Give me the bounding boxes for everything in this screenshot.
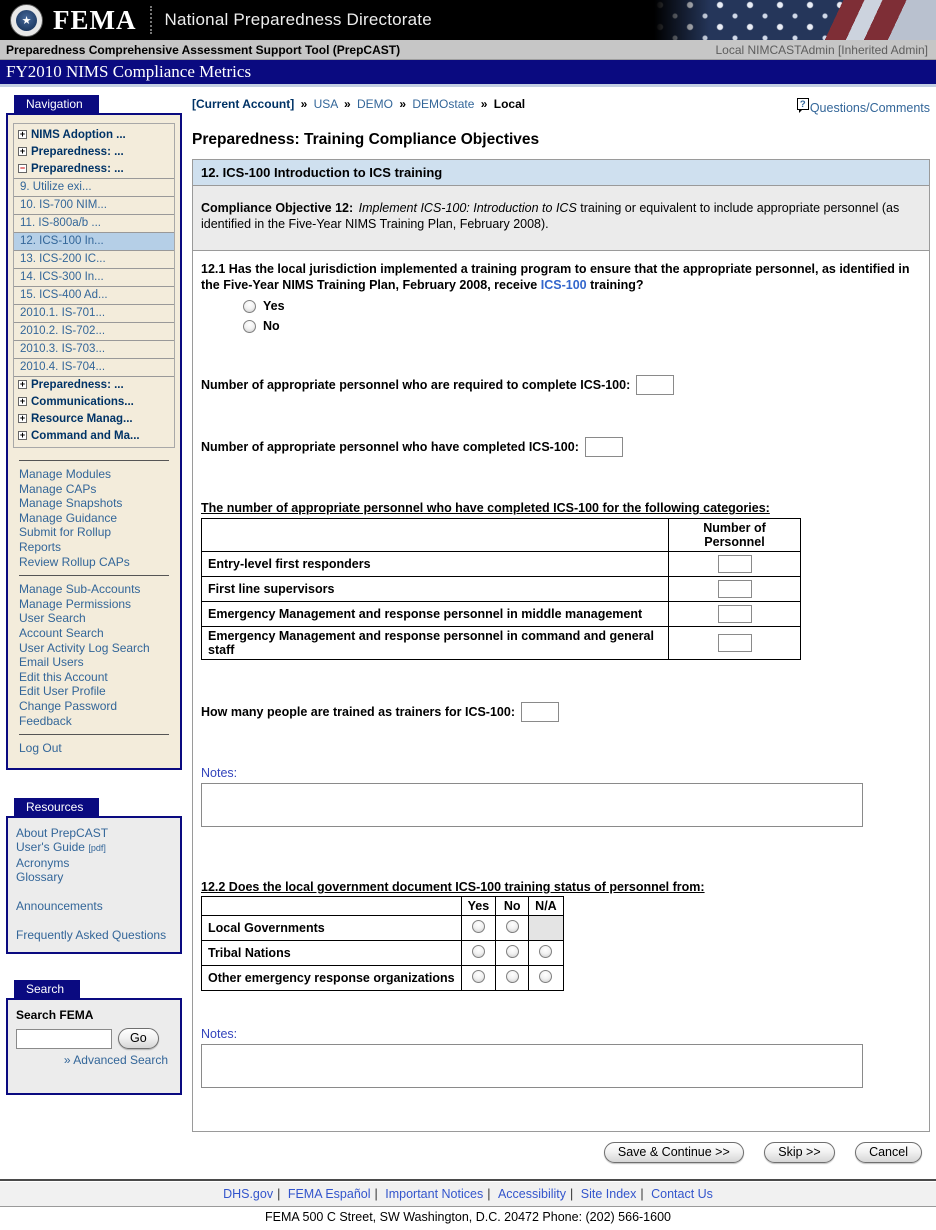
sidebar-link[interactable]: Review Rollup CAPs	[19, 554, 130, 569]
breadcrumb-link[interactable]: DEMO	[356, 97, 393, 111]
sidebar-link[interactable]: Change Password	[19, 698, 118, 713]
tree-item-expanded[interactable]: −Preparedness: ...	[14, 161, 174, 179]
tree-item[interactable]: +Command and Ma...	[14, 428, 174, 445]
expand-plus-icon[interactable]	[18, 414, 27, 423]
trainers-label: How many people are trained as trainers for ICS-100:	[201, 705, 515, 719]
search-go-button[interactable]: Go	[118, 1028, 159, 1049]
row-label: Other emergency response organizations	[202, 966, 462, 991]
sidebar-link[interactable]: Manage Guidance	[19, 510, 118, 525]
tree-item[interactable]: 2010.4. IS-704...	[14, 359, 174, 377]
command-staff-count-input[interactable]	[718, 634, 752, 652]
tree-item[interactable]: 15. ICS-400 Ad...	[14, 287, 174, 305]
footer-link[interactable]: FEMA Español	[287, 1187, 371, 1201]
na-column-header: N/A	[529, 897, 564, 916]
resource-link[interactable]: Glossary	[16, 870, 64, 885]
footer-link[interactable]: DHS.gov	[223, 1187, 274, 1201]
notes-label: Notes:	[201, 1027, 238, 1041]
required-personnel-label: Number of appropriate personnel who are required to complete ICS-100:	[201, 378, 631, 392]
category-label: Emergency Management and response personnel in command and general staff	[202, 627, 669, 660]
fema-logo: FEMA	[53, 4, 137, 35]
tree-item[interactable]: 2010.1. IS-701...	[14, 305, 174, 323]
category-label: Emergency Management and response personnel in middle management	[202, 602, 669, 627]
footer-link[interactable]: Site Index	[580, 1187, 637, 1201]
sidebar-link[interactable]: User Search	[19, 611, 86, 626]
table-row	[202, 916, 564, 941]
search-label: Search FEMA	[16, 1008, 94, 1023]
sidebar-link[interactable]: User Activity Log Search	[19, 640, 150, 655]
yes-column-header: Yes	[461, 897, 496, 916]
expand-plus-icon[interactable]	[18, 130, 27, 139]
category-label: Entry-level first responders	[202, 552, 669, 577]
completed-personnel-label: Number of appropriate personnel who have completed ICS-100:	[201, 440, 579, 454]
no-column-header: No	[496, 897, 529, 916]
page-banner: FY2010 NIMS Compliance Metrics	[0, 60, 936, 87]
local-gov-no-radio[interactable]	[506, 920, 519, 933]
tree-item[interactable]: +Preparedness: ...	[14, 377, 174, 394]
directorate-title: National Preparedness Directorate	[164, 10, 432, 29]
empty-header-cell	[202, 519, 669, 552]
question-bubble-icon	[797, 98, 809, 110]
search-input[interactable]	[16, 1029, 112, 1049]
page-title: Preparedness: Training Compliance Objectives	[192, 131, 540, 148]
entry-level-count-input[interactable]	[718, 555, 752, 573]
middle-mgmt-count-input[interactable]	[718, 605, 752, 623]
question-12-2-heading: 12.2 Does the local government document ICS-100 training status of personnel from:	[201, 880, 705, 894]
number-of-personnel-header: Number of Personnel	[669, 519, 801, 552]
sidebar-link[interactable]: Manage Snapshots	[19, 496, 123, 511]
sidebar-link[interactable]: Account Search	[19, 625, 104, 640]
sidebar-link[interactable]: Manage Permissions	[19, 596, 132, 611]
other-org-yes-radio[interactable]	[472, 970, 485, 983]
breadcrumb-separator: »	[343, 97, 351, 111]
collapse-minus-icon[interactable]	[18, 164, 27, 173]
trainers-count-input[interactable]	[521, 702, 559, 722]
table-row	[202, 552, 801, 577]
expand-plus-icon[interactable]	[18, 147, 27, 156]
breadcrumb-link[interactable]: DEMOstate	[412, 97, 475, 111]
expand-plus-icon[interactable]	[18, 380, 27, 389]
flag-stripes	[654, 0, 936, 40]
footer-separator: |	[640, 1187, 644, 1201]
table-row	[202, 577, 801, 602]
us-flag-image	[654, 0, 936, 40]
personnel-categories-table	[201, 518, 801, 660]
sidebar	[0, 95, 182, 1095]
footer-address: FEMA 500 C Street, SW Washington, D.C. 20472 Phone: (202) 566-1600	[264, 1210, 671, 1224]
sidebar-link[interactable]: Manage Sub-Accounts	[19, 582, 141, 597]
objective-form	[192, 159, 930, 1132]
na-disabled-cell	[529, 916, 564, 941]
tree-item[interactable]: +Communications...	[14, 394, 174, 411]
breadcrumb-separator: »	[480, 97, 488, 111]
table-row	[202, 602, 801, 627]
tribal-na-radio[interactable]	[539, 945, 552, 958]
sidebar-link[interactable]: Manage Modules	[19, 467, 112, 481]
footer-link[interactable]: Contact Us	[651, 1187, 713, 1201]
yes-label: Yes	[263, 299, 285, 313]
tree-item-current[interactable]: 12. ICS-100 In...	[14, 233, 174, 251]
tree-item[interactable]: 11. IS-800a/b ...	[14, 215, 174, 233]
categories-heading: The number of appropriate personnel who have completed ICS-100 for the following categories:	[201, 501, 770, 515]
yes-radio[interactable]	[243, 300, 256, 313]
no-radio[interactable]	[243, 320, 256, 333]
row-label: Local Governments	[202, 916, 462, 941]
footer-separator: |	[374, 1187, 378, 1201]
tree-item[interactable]: +Preparedness: ...	[14, 144, 174, 161]
notes-textarea-12-2[interactable]	[201, 1044, 863, 1088]
breadcrumb-separator: »	[399, 97, 407, 111]
sidebar-link[interactable]: Edit User Profile	[19, 684, 106, 699]
dhs-seal-logo	[10, 4, 43, 37]
footer-separator: |	[487, 1187, 491, 1201]
resources-tab: Resources	[14, 798, 99, 817]
navigation-tab: Navigation	[14, 95, 99, 114]
other-org-no-radio[interactable]	[506, 970, 519, 983]
footer	[0, 1179, 936, 1230]
breadcrumb-separator: »	[300, 97, 308, 111]
sidebar-links-group-1	[13, 448, 175, 758]
tree-item[interactable]: +NIMS Adoption ...	[14, 127, 174, 144]
divider	[19, 460, 169, 461]
objective-text: training or equivalent to include appropriate personnel (as identified in the Five-Year NIMS Training Plan, February 2008).	[201, 201, 900, 231]
table-row	[202, 627, 801, 660]
resource-link[interactable]: Acronyms	[16, 855, 70, 870]
training-status-table	[201, 896, 564, 991]
app-title: Preparedness Comprehensive Assessment Support Tool (PrepCAST)	[6, 42, 401, 57]
table-header-row	[202, 519, 801, 552]
footer-links	[0, 1181, 936, 1207]
table-row	[202, 941, 564, 966]
tribal-no-radio[interactable]	[506, 945, 519, 958]
compliance-objective	[193, 186, 929, 251]
sidebar-link[interactable]: Email Users	[19, 655, 84, 670]
row-label: Tribal Nations	[202, 941, 462, 966]
resources-panel	[6, 816, 182, 955]
resource-link[interactable]: Frequently Asked Questions	[16, 927, 167, 942]
session-info: Local NIMCASTAdmin [Inherited Admin]	[715, 42, 928, 57]
objective-italic: Implement ICS-100: Introduction to ICS	[358, 201, 577, 215]
table-row	[202, 966, 564, 991]
expand-plus-icon[interactable]	[18, 397, 27, 406]
footer-separator: |	[277, 1187, 281, 1201]
sidebar-link[interactable]: Feedback	[19, 713, 72, 728]
notes-label: Notes:	[201, 766, 238, 780]
nav-tree	[13, 123, 175, 448]
questions-comments-link[interactable]: ? Questions/Comments	[797, 101, 930, 115]
search-block	[6, 980, 182, 1095]
section-header: 12. ICS-100 Introduction to ICS training	[193, 160, 929, 186]
sidebar-link-log-out[interactable]: Log Out	[19, 741, 62, 756]
question-area	[193, 251, 929, 1131]
ics-100-link[interactable]: ICS-100	[540, 278, 587, 292]
app-bar	[0, 40, 936, 60]
local-gov-yes-radio[interactable]	[472, 920, 485, 933]
resource-link[interactable]: About PrepCAST	[16, 825, 109, 840]
required-personnel-input[interactable]	[636, 375, 674, 395]
banner-divider	[150, 6, 152, 34]
question-12-1: 12.1 Has the local jurisdiction implemented a training program to ensure that the appropriate personnel, as identified in the Five-Year NIMS Training Plan, February 2008, receive ICS-100 training?	[201, 262, 910, 292]
footer-link[interactable]: Accessibility	[497, 1187, 567, 1201]
search-panel	[6, 998, 182, 1095]
sidebar-link[interactable]: Submit for Rollup	[19, 525, 112, 540]
footer-separator: |	[570, 1187, 574, 1201]
navigation-panel	[6, 113, 182, 770]
divider	[19, 575, 169, 576]
tree-item[interactable]: 2010.2. IS-702...	[14, 323, 174, 341]
expand-plus-icon[interactable]	[18, 431, 27, 440]
sidebar-link[interactable]: Manage CAPs	[19, 481, 97, 496]
category-label: First line supervisors	[202, 577, 669, 602]
save-continue-button[interactable]: Save & Continue >>	[604, 1142, 744, 1163]
skip-button[interactable]: Skip >>	[764, 1142, 834, 1163]
top-banner	[0, 0, 936, 40]
no-label: No	[263, 319, 280, 333]
tree-item[interactable]: 13. ICS-200 IC...	[14, 251, 174, 269]
breadcrumb-current: Local	[493, 97, 526, 111]
pdf-tag: [pdf]	[88, 843, 106, 854]
breadcrumb-current-account-link[interactable]: [Current Account]	[192, 97, 295, 111]
tribal-yes-radio[interactable]	[472, 945, 485, 958]
other-org-na-radio[interactable]	[539, 970, 552, 983]
main-content	[182, 95, 936, 1177]
search-tab: Search	[14, 980, 80, 999]
table-header-row	[202, 897, 564, 916]
empty-header-cell	[202, 897, 462, 916]
advanced-search-link[interactable]: » Advanced Search	[63, 1053, 168, 1068]
form-actions	[192, 1142, 922, 1163]
divider	[19, 734, 169, 735]
resources-block	[6, 798, 182, 955]
breadcrumb	[192, 97, 525, 111]
tree-item[interactable]: 2010.3. IS-703...	[14, 341, 174, 359]
completed-personnel-input[interactable]	[585, 437, 623, 457]
first-line-count-input[interactable]	[718, 580, 752, 598]
tree-item[interactable]: +Resource Manag...	[14, 411, 174, 428]
breadcrumb-link[interactable]: USA	[313, 97, 338, 111]
sidebar-link[interactable]: Reports	[19, 539, 62, 554]
resource-link[interactable]: Announcements	[16, 899, 103, 914]
sidebar-link[interactable]: Edit this Account	[19, 669, 108, 684]
resource-link[interactable]: User's Guide [pdf]	[16, 840, 106, 855]
cancel-button[interactable]: Cancel	[855, 1142, 922, 1163]
notes-textarea-12-1[interactable]	[201, 783, 863, 827]
tree-item[interactable]: 10. IS-700 NIM...	[14, 197, 174, 215]
tree-item[interactable]: 9. Utilize exi...	[14, 179, 174, 197]
objective-label: Compliance Objective 12:	[201, 201, 354, 215]
tree-item[interactable]: 14. ICS-300 In...	[14, 269, 174, 287]
footer-link[interactable]: Important Notices	[385, 1187, 484, 1201]
